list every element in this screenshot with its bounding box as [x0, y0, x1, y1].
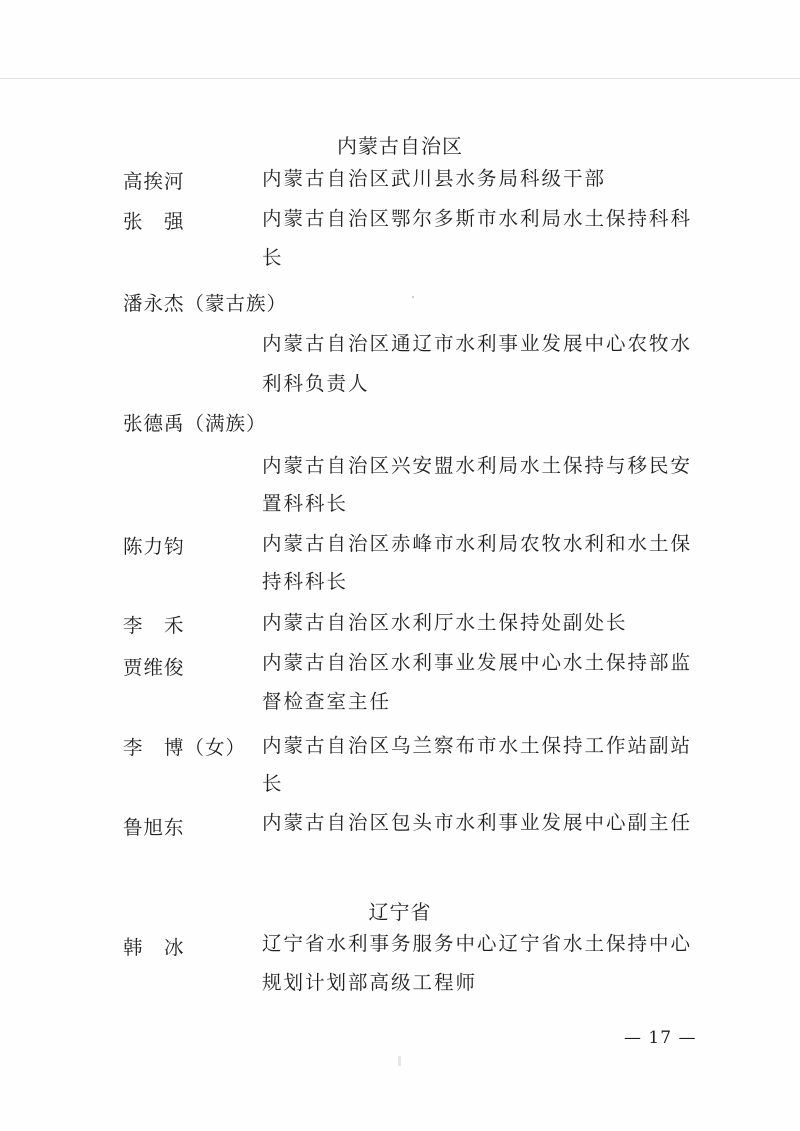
- scan-edge-line: [0, 78, 800, 79]
- person-name: 张 强: [123, 210, 185, 233]
- scan-speck: [412, 296, 414, 298]
- person-title-line: 内蒙古自治区武川县水务局科级干部: [262, 167, 607, 190]
- person-name: 贾维俊: [123, 656, 185, 679]
- person-name: 韩 冰: [123, 936, 185, 959]
- person-title-line: 置科科长: [262, 492, 349, 515]
- person-title-line: 规划计划部高级工程师: [262, 971, 478, 994]
- person-title-line: 内蒙古自治区乌兰察布市水土保持工作站副站: [262, 734, 693, 757]
- person-title-line: 内蒙古自治区水利事业发展中心水土保持部监: [262, 651, 693, 674]
- person-title-line: 辽宁省水利事务服务中心辽宁省水土保持中心: [262, 932, 693, 955]
- person-name: 潘永杰（蒙古族）: [123, 292, 288, 315]
- person-title-line: 持科科长: [262, 570, 349, 593]
- person-title-line: 内蒙古自治区赤峰市水利局农牧水利和水土保: [262, 532, 693, 555]
- person-name: 高挨河: [123, 170, 185, 193]
- person-name: 李 禾: [123, 614, 185, 637]
- person-title-line: 内蒙古自治区通辽市水利事业发展中心农牧水: [262, 332, 693, 355]
- page-number: — 17 —: [624, 1028, 697, 1048]
- person-title-line: 内蒙古自治区兴安盟水利局水土保持与移民安: [262, 454, 693, 477]
- person-title-line: 内蒙古自治区水利厅水土保持处副处长: [262, 611, 628, 634]
- section-title-liaoning: 辽宁省: [368, 900, 432, 924]
- scan-speck: [398, 1056, 401, 1066]
- person-title-line: 督检查室主任: [262, 690, 392, 713]
- person-name: 李 博（女）: [123, 736, 247, 759]
- person-name: 陈力钧: [123, 535, 185, 558]
- person-title-line: 内蒙古自治区鄂尔多斯市水利局水土保持科科: [262, 207, 693, 230]
- person-title-line: 内蒙古自治区包头市水利事业发展中心副主任: [262, 811, 693, 834]
- person-title-line: 长: [262, 246, 284, 269]
- section-title-inner-mongolia: 内蒙古自治区: [337, 134, 463, 158]
- person-name: 张德禹（满族）: [123, 412, 267, 435]
- person-title-line: 长: [262, 772, 284, 795]
- person-name: 鲁旭东: [123, 816, 185, 839]
- person-title-line: 利科负责人: [262, 372, 370, 395]
